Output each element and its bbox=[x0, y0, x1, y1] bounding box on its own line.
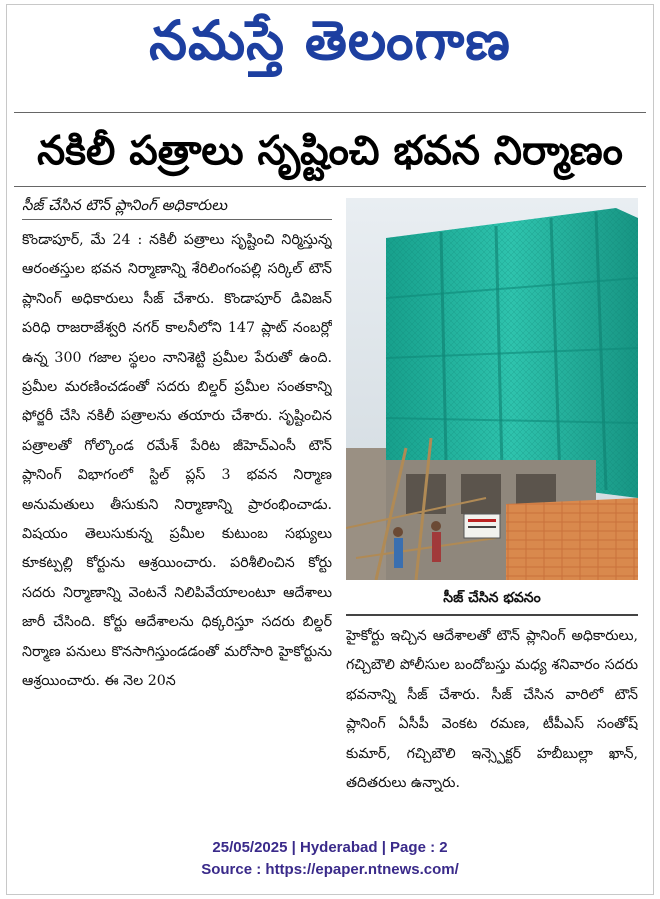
headline: నకిలీ పత్రాలు సృష్టించి భవన నిర్మాణం bbox=[37, 128, 623, 174]
subhead-rule bbox=[22, 219, 332, 220]
subheadline: సీజ్ చేసిన టౌన్ ప్లానింగ్ అధికారులు bbox=[22, 196, 228, 214]
masthead-logo: నమస్తే తెలంగాణ bbox=[149, 9, 511, 72]
building-photo bbox=[346, 198, 638, 580]
headline-bottom-rule bbox=[14, 186, 646, 187]
caption-rule bbox=[346, 614, 638, 616]
article-body-column-1: కొండాపూర్, మే 24 : నకిలీ పత్రాలు సృష్టించి నిర్మిస్తున్న ఆరంతస్తుల భవన నిర్మాణాన్ని శేరిలింగంపల్లి సర్కిల్ టౌన్ ప్లానింగ్ అధికారులు సీజ్ చేశారు. కొండాపూర్ డివిజన్ పరిధి రాజరాజేశ్వరి నగర్ కాలనీలోని 147 ప్లాట్ నంబర్లో ఉన్న 300 గజాల స్థలం నానిశెట్టి ప్రమీల పేరుతో ఉంది. ప్రమీల మరణించడంతో సదరు బిల్డర్ ప్రమీల సంతకాన్ని ఫోర్జరీ చేసి నకిలీ పత్రాలను తయారు చేశారు. సృష్టించిన పత్రాలతో గోల్కొండ రమేశ్ పేరిట జీహెచ్ఎంసీ టౌన్ ప్లానింగ్ విభాగంలో స్టిల్ ప్లస్ 3 భవన నిర్మాణ అనుమతులు తీసుకుని నిర్మాణాన్ని ప్రారంభించాడు. విషయం తెలుసుకున్న ప్రమీల కుటుంబ సభ్యులు కూకట్పల్లి కోర్టును ఆశ్రయించారు. పరిశీలించిన కోర్టు సదరు నిర్మాణాన్ని వెంటనే నిలిపివేయాలంటూ ఆదేశాలు జారీ చేసింది. కోర్టు ఆదేశాలను ధిక్కరిస్తూ సదరు బిల్డర్ నిర్మాణ పనులు కొనసాగిస్తుండడంతో మరోసారి హైకోర్టును ఆశ్రయించారు. ఈ నెల 20న bbox=[22, 232, 332, 690]
photo-caption: సీజ్ చేసిన భవనం bbox=[443, 590, 541, 606]
footer-source-line: Source : https://epaper.ntnews.com/ bbox=[201, 861, 459, 878]
headline-top-rule bbox=[14, 112, 646, 113]
footer-date-line: 25/05/2025 | Hyderabad | Page : 2 bbox=[212, 839, 448, 856]
article-body-column-2: హైకోర్టు ఇచ్చిన ఆదేశాలతో టౌన్ ప్లానింగ్ అధికారులు, గచ్చిబౌలి పోలీసుల బందోబస్తు మధ్య శనివారం సదరు భవనాన్ని సీజ్ చేశారు. సీజ్ చేసిన వారిలో టౌన్ ప్లానింగ్ ఏసీపీ వెంకట రమణ, టీపీఎస్ సంతోష్ కుమార్, గచ్చిబౌలి ఇన్స్పెక్టర్ హబీబుల్లా ఖాన్, తదితరులు ఉన్నారు. bbox=[346, 628, 638, 792]
